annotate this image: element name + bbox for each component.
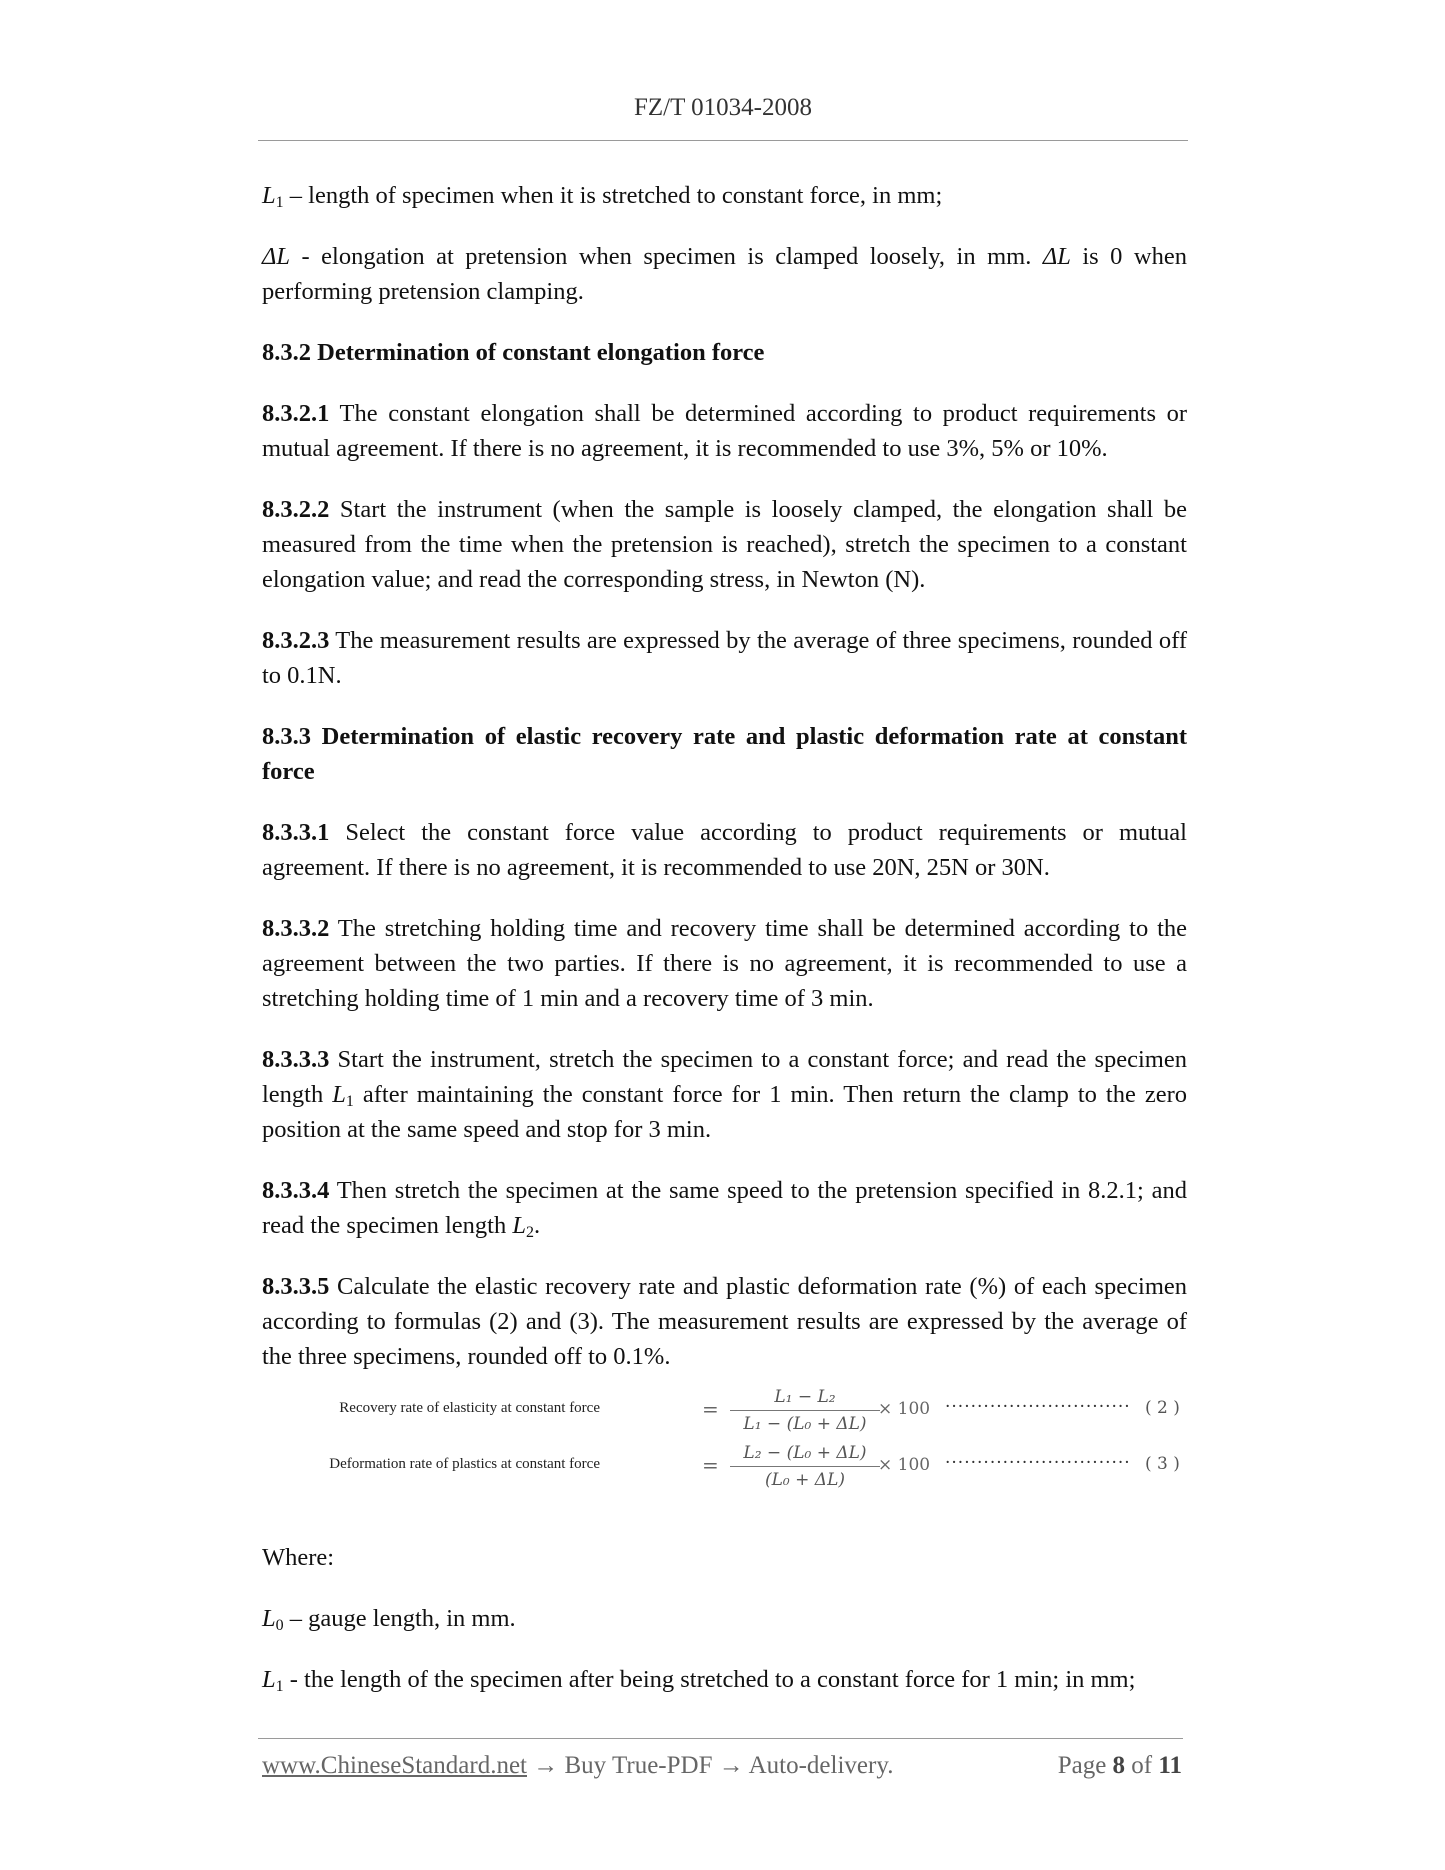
equation-number: ( 3 ) [1145,1454,1180,1474]
section-heading-8-3-2: 8.3.2 Determination of constant elongation force [262,339,765,366]
symbol-delta-l: ΔL [262,243,291,270]
fraction-bar [730,1466,880,1467]
equals-sign: = [702,1397,719,1421]
clause-text: Start the instrument, stretch the specimen to a constant force; and read the specimen length [262,1046,1187,1108]
fraction-bar [730,1410,880,1411]
clause-number: 8.3.3.2 [262,915,330,942]
where-label: Where: [262,1544,335,1571]
document-body [262,178,1187,1400]
page-footer [262,1752,1182,1788]
formula-block [329,1385,1200,1500]
clause-8-3-2-1 [262,396,1187,466]
fraction-denominator: (L₀ + ΔL) [765,1470,845,1490]
clause-number: 8.3.3.3 [262,1046,330,1073]
clause-text: Select the constant force value according to product requirements or mutual agreement. If there is no agreement, it is recommended to use 20N, 25N or 30N. [262,819,1187,881]
chinesestandard-link[interactable]: www.ChineseStandard.net [262,1752,527,1779]
clause-8-3-3-3 [262,1042,1187,1147]
leader-dots: ····························· [945,1397,1131,1417]
clause-text: The measurement results are expressed by the average of three specimens, rounded off to 0.1N. [262,627,1187,689]
page-word: Page [1057,1752,1113,1779]
equals-sign: = [702,1453,719,1477]
symbol-l: L [332,1081,346,1108]
multiplier: × 100 [878,1455,931,1475]
subscript: 0 [275,1617,284,1634]
symbol-l: L [262,182,276,209]
buy-true-pdf-text: Buy True-PDF [564,1752,713,1779]
fraction-numerator: L₂ − (L₀ + ΔL) [743,1443,867,1463]
clause-8-3-2-3 [262,623,1187,693]
clause-text: . [534,1212,541,1239]
where-item-l0 [262,1601,1187,1636]
paragraph-text: is 0 when performing pretension clamping. [262,243,1187,305]
formula-label: Recovery rate of elasticity at constant force [339,1400,600,1416]
paragraph-l1-definition [262,178,1187,213]
symbol-l: L [262,1605,276,1632]
fraction [730,1385,880,1436]
paragraph-text: – length of specimen when it is stretched to constant force, in mm; [283,182,943,209]
formula-recovery-rate [339,1385,1200,1439]
where-item-text: – gauge length, in mm. [283,1605,516,1632]
clause-text: after maintaining the constant force for 1 min. Then return the clamp to the zero position at the same speed and stop for 3 min. [262,1081,1187,1143]
clause-number: 8.3.2.3 [262,627,330,654]
equation-number: ( 2 ) [1145,1398,1180,1418]
where-item-text: - the length of the specimen after being stretched to a constant force for 1 min; in mm; [283,1666,1136,1693]
clause-number: 8.3.2.1 [262,400,330,427]
footer-promo [262,1752,893,1780]
current-page-number: 8 [1112,1752,1126,1779]
symbol-delta-l: ΔL [1042,243,1071,270]
clause-text: The stretching holding time and recovery time shall be determined according to the agreement between the two parties. If there is no agreement, it is recommended to use a stretching holding time of 1 min and a recovery time of 3 min. [262,915,1187,1012]
auto-delivery-text: Auto-delivery. [748,1752,894,1779]
symbol-l: L [512,1212,526,1239]
subscript: 1 [345,1093,354,1110]
of-word: of [1125,1752,1159,1779]
formula-deformation-rate [329,1441,1200,1495]
clause-number: 8.3.3.5 [262,1273,330,1300]
page-indicator [1058,1752,1182,1780]
clause-8-3-3-2 [262,911,1187,1016]
fraction-denominator: L₁ − (L₀ + ΔL) [743,1414,867,1434]
fraction [730,1441,880,1492]
clause-8-3-3-4 [262,1173,1187,1243]
arrow: → [712,1752,749,1779]
paragraph-text: - elongation at pretension when specimen is clamped loosely, in mm. [290,243,1043,270]
clause-text: Start the instrument (when the sample is loosely clamped, the elongation shall be measured from the time when the pretension is reached), stretch the specimen to a constant elongation value; and read the corresponding stress, in Newton (N). [262,496,1187,593]
formula-label: Deformation rate of plastics at constant force [329,1456,600,1472]
subscript: 1 [275,194,284,211]
clause-8-3-3-5 [262,1269,1187,1374]
footer-divider [258,1738,1183,1739]
clause-text: The constant elongation shall be determined according to product requirements or mutual agreement. If there is no agreement, it is recommended to use 3%, 5% or 10%. [262,400,1187,462]
symbol-l: L [262,1666,276,1693]
where-item-l1 [262,1662,1187,1697]
page-header-doc-id: FZ/T 01034-2008 [633,94,812,121]
arrow: → [527,1752,565,1779]
clause-number: 8.3.3.4 [262,1177,330,1204]
clause-text: Calculate the elastic recovery rate and plastic deformation rate (%) of each specimen according to formulas (2) and (3). The measurement results are expressed by the average of the three specimens, rounded off to 0.1%. [262,1273,1187,1370]
section-heading-8-3-3: 8.3.3 Determination of elastic recovery rate and plastic deformation rate at constant force [262,723,1187,785]
clause-text: Then stretch the specimen at the same speed to the pretension specified in 8.2.1; and read the specimen length [262,1177,1187,1239]
multiplier: × 100 [878,1399,931,1419]
clause-number: 8.3.3.1 [262,819,330,846]
leader-dots: ····························· [945,1453,1131,1473]
fraction-numerator: L₁ − L₂ [774,1387,836,1407]
clause-8-3-3-1 [262,815,1187,885]
subscript: 2 [526,1224,534,1241]
where-block [262,1540,1187,1723]
subscript: 1 [275,1678,284,1695]
header-divider [258,140,1188,141]
clause-number: 8.3.2.2 [262,496,330,523]
total-pages: 11 [1158,1752,1182,1779]
paragraph-delta-l-definition [262,239,1187,309]
clause-8-3-2-2 [262,492,1187,597]
